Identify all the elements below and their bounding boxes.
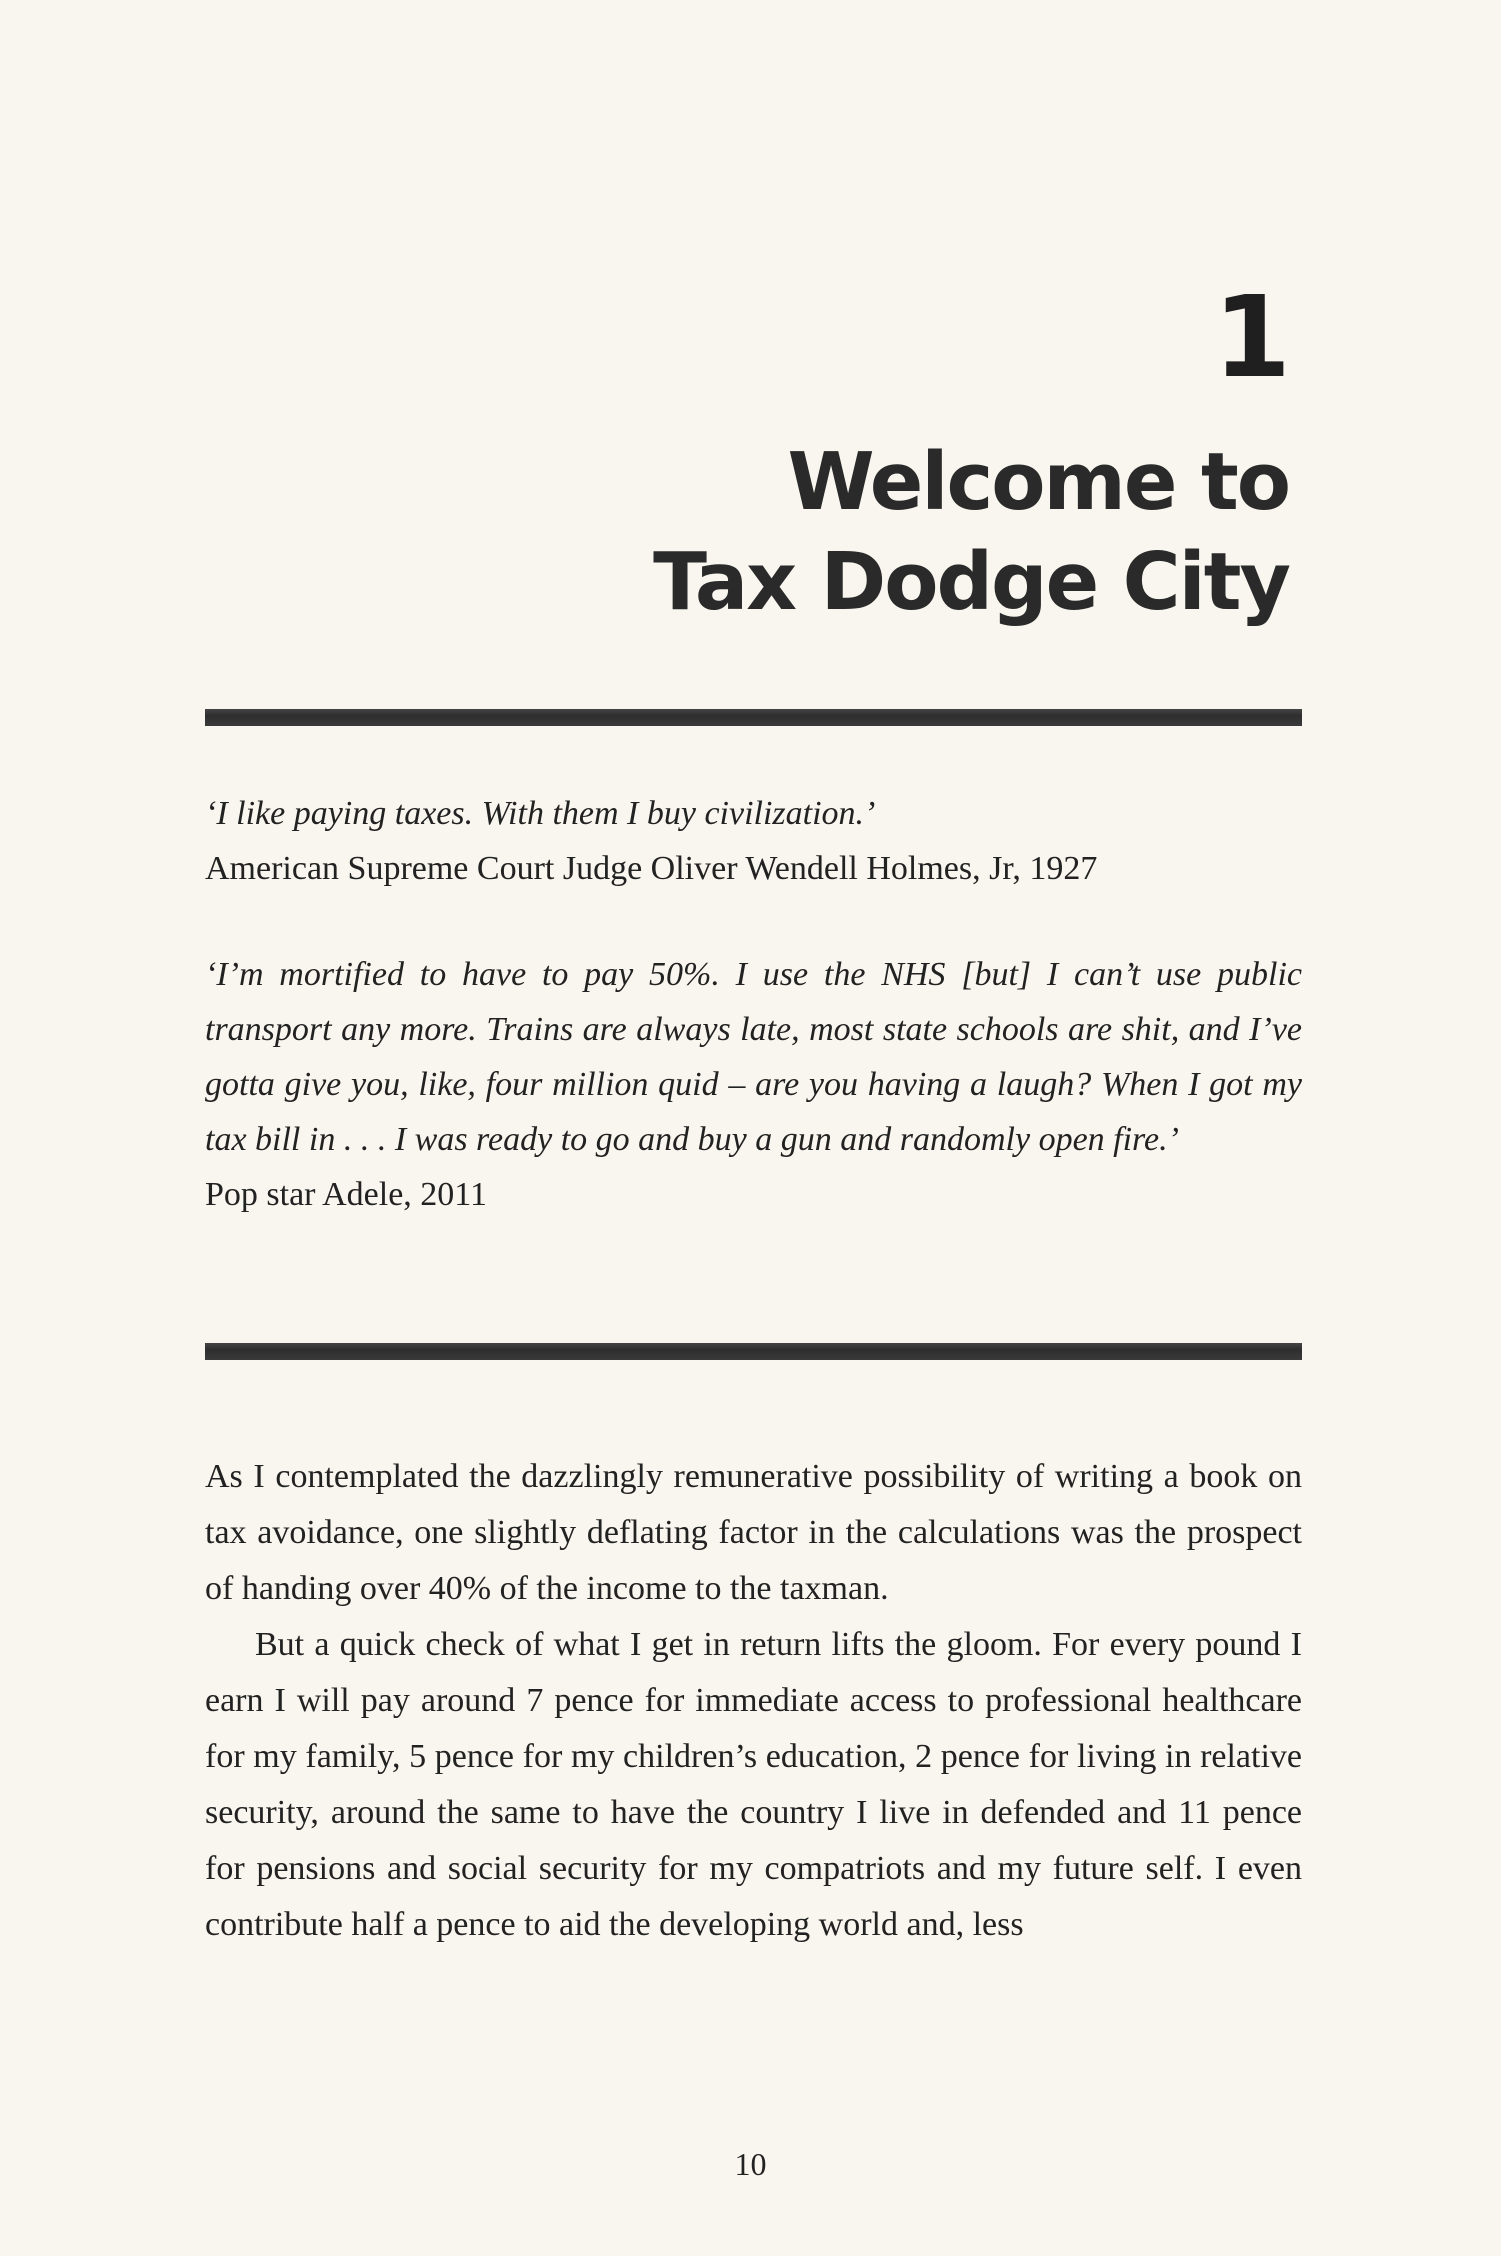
chapter-title	[653, 432, 1289, 632]
epigraph	[205, 786, 1302, 896]
body-paragraph: As I contemplated the dazzlingly remunerative possibility of writing a book on tax avoidance, one slightly deflating factor in the calculations was the prospect of handing over 40% of the income to the taxman.	[205, 1458, 1302, 1607]
epigraph-quote: ‘I like paying taxes. With them I buy civilization.’	[205, 795, 876, 832]
epigraphs	[205, 786, 1302, 1222]
top-divider-rule	[205, 709, 1302, 726]
body-paragraph: But a quick check of what I get in return lifts the gloom. For every pound I earn I will pay around 7 pence for immediate access to professional healthcare for my family, 5 pence for my children’s education, 2 pence for living in relative security, around the same to have the country I live in defended and 11 pence for pensions and social security for my compatriots and my future self. I even contribute half a pence to aid the developing world and, less	[205, 1626, 1302, 1943]
chapter-title-line-2: Tax Dodge City	[653, 536, 1289, 628]
body-text	[205, 1449, 1302, 1953]
epigraph-attribution: American Supreme Court Judge Oliver Wendell Holmes, Jr, 1927	[205, 850, 1098, 887]
epigraph	[205, 947, 1302, 1222]
chapter-title-line-1: Welcome to	[787, 436, 1289, 528]
bottom-divider-rule	[205, 1343, 1302, 1360]
epigraph-attribution: Pop star Adele, 2011	[205, 1176, 488, 1213]
page-number: 10	[734, 2146, 767, 2182]
epigraph-quote: ‘I’m mortified to have to pay 50%. I use the NHS [but] I can’t use public transport any more. Trains are always late, most state schools are shit, and I’ve gotta give you, like, four million quid – are you having a laugh? When I got my tax bill in . . . I was ready to go and buy a gun and randomly open fire.’	[205, 956, 1302, 1158]
chapter-number: 1	[1213, 273, 1289, 403]
